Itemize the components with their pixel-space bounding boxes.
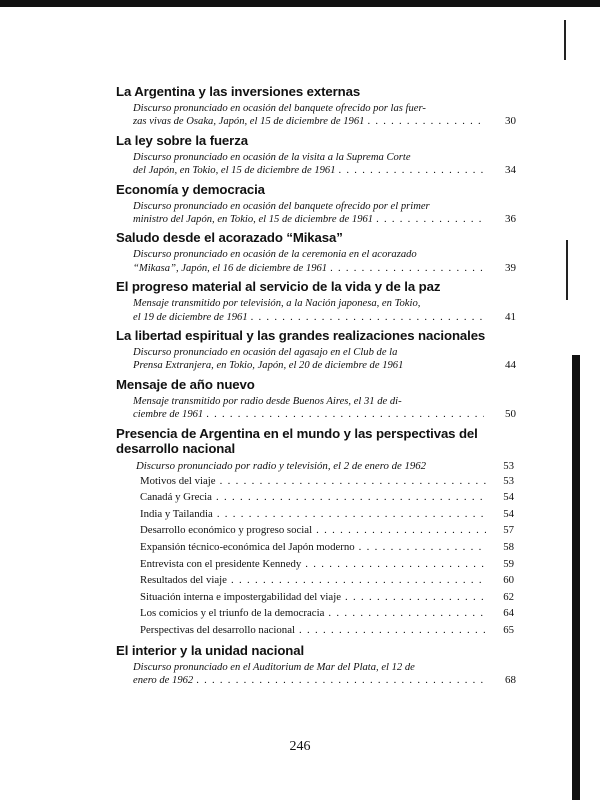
- page-ref: 65: [503, 624, 514, 637]
- entry-description: [116, 395, 514, 422]
- subsection-label: Canadá y Grecia: [140, 491, 212, 504]
- section-intro-text: Discurso pronunciado por radio y televisión, el 2 de enero de 1962: [136, 459, 427, 472]
- toc-entry: [116, 328, 514, 373]
- toc-entry: [116, 377, 514, 422]
- page-ref: 68: [505, 674, 516, 687]
- entry-title: Economía y democracia: [116, 181, 265, 197]
- page-ref: 64: [503, 607, 514, 620]
- leader-dots: [220, 473, 486, 490]
- desc-line: zas vivas de Osaka, Japón, el 15 de diciembre de 1961: [133, 116, 365, 128]
- toc-entry: [116, 230, 514, 275]
- desc-line: el 19 de diciembre de 1961: [133, 311, 248, 323]
- page-ref: 54: [503, 507, 514, 520]
- page-ref: 36: [505, 213, 516, 226]
- subsection-list: [116, 473, 514, 639]
- entry-title: El interior y la unidad nacional: [116, 642, 305, 658]
- leader-dots: [367, 115, 484, 128]
- entry-description: [116, 346, 514, 373]
- subsection-row: [140, 556, 514, 573]
- page-top-edge: [0, 0, 600, 7]
- page-ref: 54: [503, 491, 514, 504]
- page-ref: 44: [505, 359, 516, 372]
- desc-line: ciembre de 1961: [133, 409, 204, 421]
- scan-mark: [566, 240, 568, 300]
- scan-mark: [564, 20, 566, 60]
- entry-description: [116, 200, 514, 227]
- entry-description: [116, 151, 514, 178]
- entry-title: La libertad espiritual y las grandes realizaciones nacionales: [116, 328, 486, 344]
- subsection-row: [140, 605, 514, 622]
- entry-title: El progreso material al servicio de la vida y de la paz: [116, 279, 441, 295]
- desc-line: enero de 1962: [133, 675, 194, 687]
- desc-line: Discurso pronunciado en ocasión de la visita a la Suprema Corte: [133, 151, 411, 163]
- leader-dots: [196, 674, 484, 687]
- entry-title: La Argentina y las inversiones externas: [116, 84, 361, 99]
- table-of-contents: [116, 84, 514, 691]
- subsection-label: Los comicios y el triunfo de la democracia: [140, 607, 325, 620]
- page-ref: 34: [505, 164, 516, 177]
- page-ref: 41: [505, 310, 516, 323]
- toc-entry: [116, 84, 514, 129]
- page-ref: 60: [503, 574, 514, 587]
- subsection-row: [140, 622, 514, 639]
- toc-entry: [116, 279, 514, 324]
- page-number: 246: [289, 739, 311, 754]
- subsection-row: [140, 522, 514, 539]
- subsection-row: [140, 506, 514, 523]
- desc-line: Discurso pronunciado en ocasión del banquete ofrecido por las fuer-: [133, 103, 426, 114]
- page-ref: 50: [505, 408, 516, 421]
- entry-title: Mensaje de año nuevo: [116, 376, 255, 392]
- subsection-label: Desarrollo económico y progreso social: [140, 524, 313, 537]
- desc-line: Discurso pronunciado en ocasión de la ceremonia en el acorazado: [133, 249, 417, 261]
- entry-description: [116, 248, 514, 275]
- subsection-label: Perspectivas del desarrollo nacional: [140, 624, 295, 637]
- subsection-row: [140, 589, 514, 606]
- desc-line: Mensaje transmitido por radio desde Buenos Aires, el 31 de di-: [133, 395, 402, 407]
- leader-dots: [231, 572, 486, 589]
- page-ref: 30: [505, 115, 516, 128]
- subsection-label: India y Tailandia: [140, 507, 213, 520]
- leader-dots: [299, 622, 486, 639]
- leader-dots: [376, 213, 484, 226]
- leader-dots: [330, 262, 484, 275]
- page-ref: 57: [503, 524, 514, 537]
- entry-description: [116, 102, 514, 129]
- subsection-label: Resultados del viaje: [140, 574, 227, 587]
- desc-line: Discurso pronunciado en el Auditorium de Mar del Plata, el 12 de: [133, 661, 415, 673]
- desc-line: Discurso pronunciado en ocasión del agasajo en el Club de la: [133, 347, 398, 359]
- page-ref: 53: [503, 459, 514, 472]
- leader-dots: [206, 408, 484, 421]
- desc-line: Discurso pronunciado en ocasión del banquete ofrecido por el primer: [133, 200, 430, 212]
- leader-dots: [251, 311, 484, 324]
- toc-entry: [116, 643, 514, 688]
- subsection-row: [140, 473, 514, 490]
- page-ref: 62: [503, 590, 514, 603]
- desc-line: Prensa Extranjera, en Tokio, Japón, el 20 de diciembre de 1961: [133, 360, 404, 372]
- desc-line: ministro del Japón, en Tokio, el 15 de diciembre de 1961: [133, 214, 374, 226]
- desc-line: “Mikasa”, Japón, el 16 de diciembre de 1961: [133, 262, 328, 274]
- leader-dots: [217, 506, 486, 523]
- entry-description: [116, 661, 514, 688]
- toc-entry: [116, 133, 514, 178]
- subsection-label: Expansión técnico-económica del Japón moderno: [140, 541, 355, 554]
- subsection-row: [140, 489, 514, 506]
- leader-dots: [339, 164, 484, 177]
- page-ref: 39: [505, 261, 516, 274]
- desc-line: del Japón, en Tokio, el 15 de diciembre de 1961: [133, 165, 336, 177]
- page-ref: 58: [503, 541, 514, 554]
- leader-dots: [216, 489, 486, 506]
- section-intro: [116, 459, 514, 473]
- leader-dots: [305, 556, 486, 573]
- desc-line: Mensaje transmitido por televisión, a la Nación japonesa, en Tokio,: [133, 298, 421, 310]
- entry-description: [116, 297, 514, 324]
- leader-dots: [328, 605, 486, 622]
- page-ref: 59: [503, 557, 514, 570]
- subsection-row: [140, 539, 514, 556]
- subsection-label: Situación interna e impostergabilidad del viaje: [140, 590, 341, 603]
- toc-section: [116, 426, 514, 639]
- section-title: Presencia de Argentina en el mundo y las perspectivas del desarrollo nacional: [116, 425, 478, 456]
- leader-dots: [359, 539, 486, 556]
- leader-dots: [316, 522, 486, 539]
- entry-title: Saludo desde el acorazado “Mikasa”: [116, 230, 343, 246]
- subsection-label: Entrevista con el presidente Kennedy: [140, 557, 302, 570]
- entry-title: La ley sobre la fuerza: [116, 132, 248, 148]
- toc-entry: [116, 182, 514, 227]
- subsection-row: [140, 572, 514, 589]
- leader-dots: [345, 589, 486, 606]
- page-ref: 53: [503, 474, 514, 487]
- page-right-edge: [572, 355, 580, 800]
- subsection-label: Motivos del viaje: [140, 474, 216, 487]
